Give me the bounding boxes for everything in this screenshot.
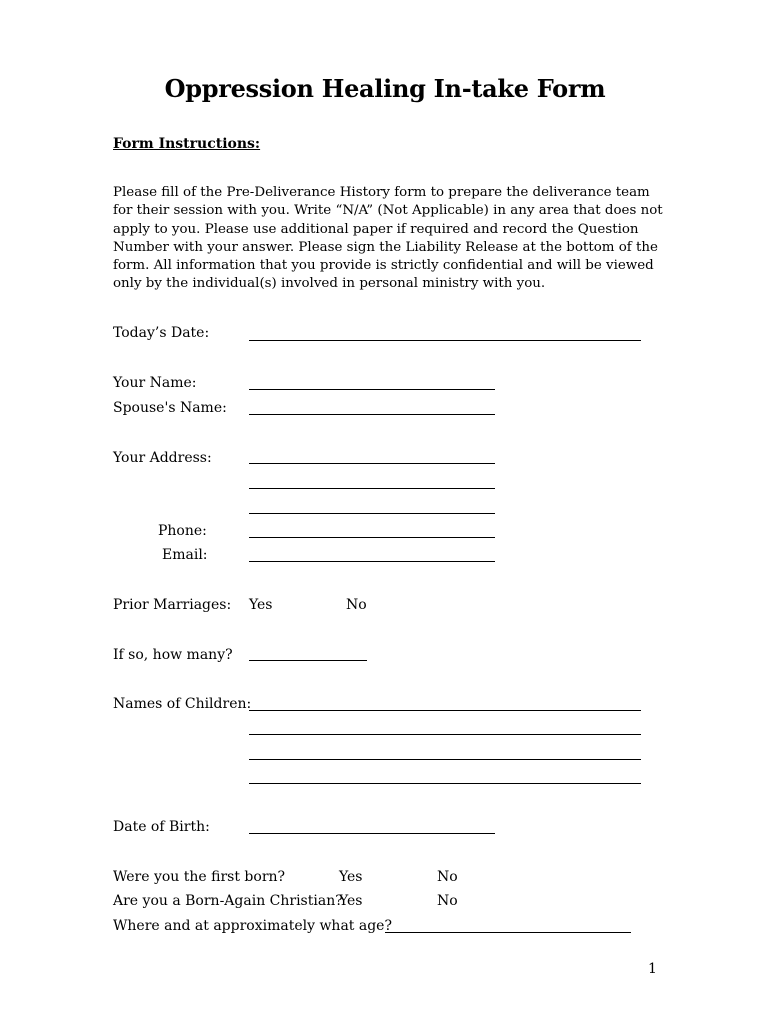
prior-marriages-no[interactable]: No: [346, 597, 367, 613]
how-many-line[interactable]: [249, 660, 367, 661]
born-again-no[interactable]: No: [437, 893, 458, 909]
todays-date-label: Today’s Date:: [113, 325, 210, 341]
prior-marriages-yes[interactable]: Yes: [249, 597, 273, 613]
phone-label: Phone:: [158, 523, 207, 539]
where-age-line[interactable]: [385, 932, 631, 933]
how-many-label: If so, how many?: [113, 647, 233, 663]
date-of-birth-label: Date of Birth:: [113, 819, 210, 835]
children-line-1[interactable]: [249, 710, 641, 711]
children-line-4[interactable]: [249, 783, 641, 784]
your-address-label: Your Address:: [113, 450, 212, 466]
todays-date-line[interactable]: [249, 340, 641, 341]
children-line-2[interactable]: [249, 734, 641, 735]
where-age-label: Where and at approximately what age?: [113, 918, 392, 934]
page-number: 1: [648, 961, 657, 977]
your-name-line[interactable]: [249, 389, 495, 390]
instructions-heading: Form Instructions:: [113, 136, 261, 152]
first-born-no[interactable]: No: [437, 869, 458, 885]
spouse-name-line[interactable]: [249, 414, 495, 415]
your-name-label: Your Name:: [113, 375, 197, 391]
spouse-name-label: Spouse's Name:: [113, 400, 227, 416]
born-again-label: Are you a Born-Again Christian?: [113, 893, 343, 909]
address-line-3[interactable]: [249, 513, 495, 514]
prior-marriages-label: Prior Marriages:: [113, 597, 232, 613]
email-line[interactable]: [249, 561, 495, 562]
address-line-2[interactable]: [249, 488, 495, 489]
born-again-yes[interactable]: Yes: [339, 893, 363, 909]
instructions-text: Please fill of the Pre-Deliverance History form to prepare the deliverance team for their session with you. Write “N/A” (Not Applicable) in any area that does not apply to you. Please use additional paper if required and record the Question Number with your answer. Please sign the Liability Release at the bottom of the form. All information that you provide is strictly confidential and will be viewed only by the individual(s) involved in personal ministry with you.: [113, 185, 663, 292]
names-of-children-label: Names of Children:: [113, 696, 252, 712]
children-line-3[interactable]: [249, 759, 641, 760]
date-of-birth-line[interactable]: [249, 833, 495, 834]
first-born-yes[interactable]: Yes: [339, 869, 363, 885]
phone-line[interactable]: [249, 537, 495, 538]
form-title: Oppression Healing In-take Form: [164, 74, 606, 103]
first-born-label: Were you the first born?: [113, 869, 286, 885]
address-line-1[interactable]: [249, 463, 495, 464]
email-label: Email:: [162, 547, 208, 563]
